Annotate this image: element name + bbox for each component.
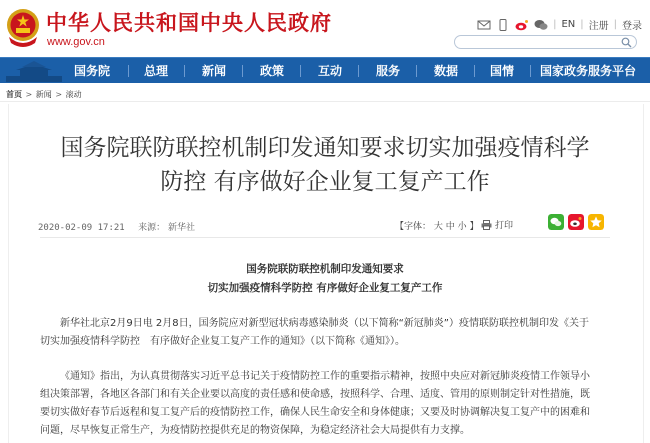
register-link[interactable]: 注册: [588, 21, 609, 32]
breadcrumb-news[interactable]: 新闻: [35, 90, 52, 99]
printer-icon: [481, 220, 492, 230]
nav-divider: [184, 65, 185, 77]
nav-item-national-info[interactable]: 国情: [490, 64, 515, 78]
article-paragraph: [40, 315, 610, 351]
font-size-control: [395, 219, 479, 232]
nav-item-interaction[interactable]: 互动: [318, 64, 343, 78]
site-header: [0, 0, 650, 58]
nav-item-policy[interactable]: 政策: [260, 64, 285, 78]
tool-divider: |: [580, 19, 584, 30]
search-icon[interactable]: [621, 37, 632, 48]
paragraph-line: 切实加强疫情科学防控 有序做好企业复工复产工作的通知》（以下简称《通知》）。: [40, 336, 405, 347]
font-size-close: 】: [469, 222, 479, 232]
nav-item-news[interactable]: 新闻: [202, 64, 227, 78]
article-subtitle-line: 国务院联防联控机制印发通知要求: [246, 263, 404, 275]
share-qzone-icon[interactable]: [588, 214, 604, 230]
article-subtitle-line: 切实加强疫情科学防控 有序做好企业复工复产工作: [207, 282, 443, 294]
article-paragraph: [40, 368, 610, 440]
nav-divider: [242, 65, 243, 77]
weibo-icon[interactable]: [515, 19, 529, 31]
nav-item-data[interactable]: 数据: [434, 64, 459, 78]
breadcrumb-divider: [0, 101, 650, 102]
breadcrumb-rolling[interactable]: 滚动: [65, 90, 82, 99]
nav-item-service-platform[interactable]: 国家政务服务平台: [540, 64, 637, 78]
tool-divider: |: [613, 19, 617, 30]
nav-divider: [300, 65, 301, 77]
main-nav: [0, 57, 650, 83]
login-link[interactable]: 登录: [622, 21, 642, 32]
wechat-icon[interactable]: [534, 19, 548, 31]
site-url[interactable]: www.gov.cn: [47, 36, 105, 48]
nav-divider: [358, 65, 359, 77]
article-headline: [30, 131, 620, 199]
paragraph-line: 要切实做好春节后返程和复工复产后的疫情防控工作，确保人民生命安全和身体健康；又要及时协调解决复工复产中的困难和: [40, 407, 590, 418]
nav-divider: [530, 65, 531, 77]
header-tools: [477, 17, 642, 32]
nav-item-state-council[interactable]: 国务院: [74, 64, 111, 78]
font-size-label: 【字体：: [395, 222, 432, 232]
nav-item-services[interactable]: 服务: [376, 64, 401, 78]
article-meta: [38, 220, 195, 233]
share-weibo-icon[interactable]: [568, 214, 584, 230]
breadcrumb: [6, 89, 82, 100]
print-button[interactable]: [481, 218, 513, 231]
breadcrumb-separator: >: [25, 90, 33, 99]
language-link-en[interactable]: EN: [561, 19, 576, 30]
font-size-medium[interactable]: 中: [445, 222, 455, 232]
breadcrumb-home[interactable]: 首页: [6, 90, 22, 99]
headline-line: 防控 有序做好企业复工复产工作: [160, 169, 490, 195]
site-title[interactable]: 中华人民共和国中央人民政府: [46, 11, 332, 35]
paragraph-line: 组决策部署，各地区各部门和有关企业要以高度的责任感和使命感，按照科学、合理、适度、管用的原则制定针对性措施，既: [40, 389, 590, 400]
nav-item-premier[interactable]: 总理: [144, 64, 169, 78]
paragraph-line: 《通知》指出，为认真贯彻落实习近平总书记关于疫情防控工作的重要指示精神，按照中央应对新冠肺炎疫情工作领导小: [60, 371, 590, 382]
mail-icon[interactable]: [477, 19, 491, 31]
meta-divider: [40, 237, 610, 238]
font-size-small[interactable]: 小: [457, 222, 467, 232]
share-wechat-icon[interactable]: [548, 214, 564, 230]
tiananmen-skyline-icon: [6, 60, 62, 82]
search-input[interactable]: [454, 35, 637, 49]
paragraph-line: 问题，尽早恢复正常生产，为疫情防控提供充足的物资保障，为稳定经济社会大局提供有力支撑。: [40, 425, 470, 436]
nav-divider: [474, 65, 475, 77]
paragraph-line: 新华社北京2月9日电 2月8日，国务院应对新型冠状病毒感染肺炎（以下简称“新冠肺炎”）疫情联防联控机制印发《关于: [60, 318, 589, 329]
tool-divider: |: [553, 19, 557, 30]
national-emblem-icon[interactable]: [5, 7, 41, 47]
article-source: 来源： 新华社: [138, 223, 195, 233]
mobile-icon[interactable]: [496, 19, 510, 31]
publish-date: 2020-02-09 17:21: [38, 223, 125, 233]
headline-line: 国务院联防联控机制印发通知要求切实加强疫情科学: [60, 135, 590, 161]
font-size-large[interactable]: 大: [433, 222, 443, 232]
print-label: 打印: [495, 221, 514, 231]
breadcrumb-separator: >: [55, 90, 63, 99]
nav-divider: [416, 65, 417, 77]
nav-divider: [128, 65, 129, 77]
